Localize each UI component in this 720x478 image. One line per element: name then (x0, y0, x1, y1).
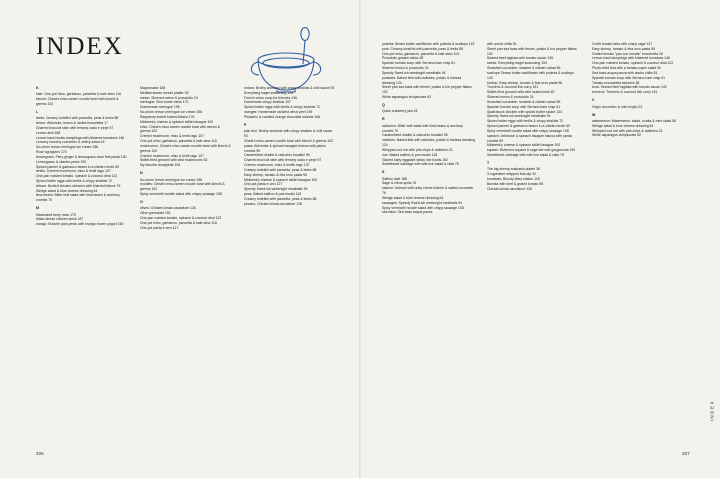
index-entry: French onion soup for frenzies 136 (244, 95, 298, 100)
index-entry: Speedy Swed-ish weeknight meatballs 94 (382, 70, 446, 75)
index-entry: Seared beef tagliata with tomato sauce 145 (487, 56, 554, 61)
index-entry: scallops: Brown butter cauliflower with polenta & scallops 143 (487, 70, 574, 80)
index-entry: Spiced butter eggs with lentils & crispy shallots 72 (244, 105, 321, 110)
index-entry: The big shrimp antipasto platter 36 (487, 167, 540, 172)
index-entry: Lemongrass & cilantro pesto 190 (36, 159, 87, 164)
index-entry: Chicken-kinda cacciatore 126 (487, 186, 533, 191)
index-entry: noodles: Cheat's miso-ramen noodle bowl with kimchi & greens 102 (140, 182, 225, 192)
index-entry: tomatoes: Bloody Mary station 118 (487, 177, 540, 181)
index-entry: Charred broccoli rabe with lemony cacio e pepe 57 (36, 125, 114, 130)
index-entry: miso: Cheat's miso-ramen noodle bowl with kimchi & greens 102 (140, 124, 221, 134)
index-entry: Spanish tomato soup with Serrano ham crisp 61 (592, 75, 666, 80)
index-entry: lettuce: Broiled chicken skewers with charred lettuce 76 (36, 183, 121, 188)
index-entry: Homemade meringue 196 (140, 105, 180, 110)
index-entry: Raspberry sorbet baked Alaska 176 (140, 114, 195, 119)
index-entry: Make-ahead chicken stock 187 (36, 217, 84, 222)
index-entry: One-pot miso, garbanzo, pancetta & kale stew 116 (382, 51, 459, 56)
index-entry: Smashed cucumber, sesame & cilantro salad 56 (487, 66, 561, 71)
index-entry: mango: Brioche pain perdu with mango frozen yogurt 160 (36, 222, 124, 227)
index-entry: Speedy Swed-ish weeknight meatballs 94 (244, 187, 308, 192)
index-entry: One-pot miso, garbanzo, pancetta & kale stew 116 (140, 139, 217, 144)
page-title: INDEX (36, 33, 124, 60)
index-entry: My favorite vinaigrette 194 (140, 163, 181, 168)
index-entry: Spicy vermicelli noodle salad with crispy sausage 108 (140, 192, 222, 197)
index-entry: Cremini mushroom, miso & lentil ragu 107 (140, 134, 204, 139)
index-entry: tuna: Seared beef tagliata with tomato sauce 140 (592, 85, 667, 90)
index-entry: pork: Creamy tortellini with pancetta, peas & leeks 88 (382, 46, 463, 51)
index-entry: Burrata with beet & grated tomato 55 (487, 181, 544, 186)
index-entry: kale: One-pot miso, garbanzo, pancetta & kale stew 116 (36, 92, 122, 97)
index-entry: Macerated berry miso 179 (36, 212, 76, 217)
index-entry: Lemon basil dumplings with blistered tomatoes 146 (592, 56, 670, 61)
index-entry: Spicy vermicelli noodle salad with crispy sausage 108 (487, 128, 569, 133)
index-entry: Spanish tomato soup with Serrano ham crisp 61 (382, 61, 456, 66)
index-column (244, 86, 335, 234)
index-entry: Spiced paneer & garbanzo beans in a cilantro broth 69 (36, 164, 120, 169)
index-entry: Skillet-fried gnocchi with wild mushrooms 62 (487, 90, 555, 95)
index-entry: Whipped cod roe with pita chips & radishes 23 (592, 128, 663, 133)
index-entry: Creamy tortellini with pancetta, peas & leeks 88 (244, 167, 317, 172)
right-page (360, 0, 720, 478)
index-entry: Grated tomato "pan con tomate" bruschetta 26 (592, 51, 663, 56)
index-entry: lima beans: Bitter leaf salad with lima beans & anchovy crumbs 70 (36, 193, 120, 203)
index-entry: Midweek'y cheese & spinach skillet lasagne 100 (487, 143, 561, 148)
index-entry: Caramelized shallot & radicchio bucatini 96 (382, 133, 448, 138)
index-entry: potatoes: Baked feta with radishes, potato & harissa dressing 124 (382, 75, 462, 85)
index-entry: Wedge salad & blue cheese dressing 64 (592, 123, 654, 128)
index-entry: Lemon basil ricotta dumplings with blistered tomatoes 146 (36, 135, 125, 140)
index-group (140, 200, 231, 230)
index-entry: Prosciutto grissini sticks 28 (382, 56, 424, 61)
index-entry: Everything bagel seasoning 193 (244, 90, 293, 95)
index-entry: watermelon: Watermelon, salad, ricotta & mint salad 56 (592, 118, 677, 123)
index-entry: One-pan roasted tomato, spinach & coconut dhal 122 (592, 61, 674, 66)
index-entry: kimchi: Cheat's miso-ramen noodle bowl with kimchi & greens 102 (36, 97, 119, 106)
left-columns (36, 86, 336, 234)
index-entry: Cremini mushroom, miso & lentil ragu 107 (140, 153, 204, 158)
index-column (382, 42, 475, 218)
index-entry: One-pan roasted tomato, spinach & coconut dhal 122 (140, 215, 222, 220)
index-entry: Lemony crunchy cucumber & celery salad 44 (36, 140, 105, 145)
index-entry: squash: Butternut squash & sage tart with gorgonzola 190 (487, 148, 576, 153)
index-group (36, 206, 127, 227)
index-entry: Creamy tortellini with pancetta, peas & leeks 88 (244, 196, 317, 201)
index-entry: Spatchcock chicken with spiced butter sauce 134 (487, 109, 562, 114)
index-group (382, 117, 475, 167)
index-entry: Virgin cucumber & mint mojito 23 (592, 104, 643, 109)
index-entry: 3-ingredient whipped feta dip 32 (487, 172, 536, 177)
index-letter: N (140, 171, 143, 176)
index-group (244, 86, 335, 120)
index-entry: Midweek'y cheese & spinach skillet lasagne 100 (140, 119, 214, 124)
index-letter: T (487, 161, 490, 166)
index-entry: Sage & citrus spritz 31 (382, 181, 417, 186)
index-entry: Sheet pan sea bass with fennel, potato & hot pepper flakes 132 (487, 46, 577, 56)
index-entry: Mayonnaise 188 (140, 86, 166, 90)
index-entry: peas: Baked saffron & pea risotto 118 (244, 192, 302, 197)
index-entry: Easy shrimp, tomato & feta orzo pasta 96 (592, 46, 655, 51)
side-tab-right: INDEX (709, 400, 714, 422)
index-group (244, 123, 335, 207)
index-entry: turmeric: Turmeric & coconut fish curry 151 (592, 90, 658, 95)
index-entry: Lemon aioli 188 (36, 130, 61, 135)
index-column (140, 86, 231, 234)
index-entry: No-churn lemon meringue ice cream 156 (140, 177, 203, 182)
index-entry: Sweetheart cabbage with wild rice salad & raita 78 (487, 153, 564, 158)
index-entry: Phyllo-fried feta with a tomato-caper salad 50 (592, 66, 661, 71)
index-group (487, 161, 580, 191)
index-group (140, 171, 231, 197)
index-entry: Midweek'y cheese & spinach skillet lasagne 100 (244, 177, 318, 182)
index-entry: No-churn lemon meringue ice cream 156 (36, 145, 99, 150)
index-entry: Spiced butter eggs with lentils & crispy shallots 72 (487, 119, 564, 124)
index-column (36, 86, 127, 234)
index-entry: salmon: Salmon with nutty crème fraîche & salted cucumber 76 (382, 186, 474, 196)
index-letter: S (382, 170, 385, 175)
index-entry: pak choi: Brothy wontons with crispy shallots & chili sauce 93 (244, 129, 333, 139)
index-entry: leeks: Creamy tortellini with pancetta, peas & leeks 88 (36, 116, 119, 121)
index-entry: oranges: Homemade candied citrus peel 199 (244, 110, 313, 115)
index-letter: O (140, 200, 143, 205)
index-entry: Quick cranberry jam 45 (382, 109, 418, 114)
index-letter: L (36, 109, 39, 114)
index-entry: Whipped cod roe with pita chips & radishes 23 (382, 147, 453, 152)
index-letter: V (592, 98, 595, 103)
bowl-with-spoon-illustration (243, 20, 329, 94)
index-entry: Smashed cucumber, sesame & cilantro salad 56 (487, 99, 561, 104)
index-entry: Pistachio & candied orange chocolate salame 166 (244, 114, 321, 119)
index-group (592, 42, 685, 95)
index-entry: Saffron aioli 188 (382, 176, 407, 181)
index-entry: meringue: Eton tower mess 173 (140, 100, 189, 105)
index-letter: W (592, 112, 596, 117)
page-gutter (359, 0, 361, 478)
index-entry: Charred broccoli rabe with lemony cacio e pepe 57 (244, 158, 322, 163)
index-entry: Spicy vermicelli noodle salad with crispy sausage 108 (382, 205, 464, 210)
index-entry: Spanish tomato soup with Serrano ham crisp 61 (487, 104, 561, 109)
index-entry: Wedge salad & blue cheese dressing 64 (36, 188, 98, 193)
index-entry: sea bass: Sea bass acqua pazza (382, 210, 433, 215)
right-columns (382, 42, 688, 218)
index-entry: Homemade crispy shallots 197 (244, 100, 291, 105)
index-entry: One-pot pasta e ceci 127 (244, 182, 283, 187)
index-entry: White asparagus vichyssoise 62 (592, 133, 642, 138)
index-letter: P (244, 122, 247, 127)
index-entry: Olive gremolata 191 (140, 211, 171, 216)
index-entry: One-pot pasta e ceci 127 (140, 225, 179, 230)
index-group (382, 103, 475, 114)
index-entry: pasta: Artichoke & spinach lasagne bianca with panko crumbs 99 (244, 143, 326, 153)
index-letter: M (36, 206, 40, 211)
index-entry: Glazed baby eggplant sticky rice bowls 152 (382, 157, 448, 162)
index-entry: onions: Brothy wontons with crispy shallots & chili sauce 93 (244, 86, 335, 90)
index-entry: polenta: Brown butter cauliflower with polenta & scallops 143 (382, 42, 475, 46)
page-number-right: 307 (682, 451, 690, 456)
index-group (487, 42, 580, 158)
index-entry: Speedy Swed-ish weeknight meatballs 94 (487, 114, 551, 119)
index-entry: Confit tomato tarts with crispy sage 137 (592, 42, 653, 46)
index-group (592, 98, 685, 109)
index-letter: Q (382, 103, 385, 108)
index-group (382, 42, 475, 100)
index-entry: seeds: Everything bagel seasoning 193 (487, 61, 547, 66)
index-entry: Mediterranean mezze platter 39 (140, 90, 189, 95)
index-entry: lemon: Artichoke, lemon & ricotta bruschetta 17 (36, 121, 108, 126)
index-entry: Sweetheart cabbage with wild rice salad & raita 78 (382, 162, 459, 167)
index-entry: sausages: Speedy Swed-ish weeknight meatballs 94 (382, 200, 463, 205)
index-entry: Spiced paneer & garbanzo beans in a cilantro broth 69 (487, 124, 571, 129)
index-entry: One-pan roasted tomato, spinach & coconut dhal 122 (36, 174, 118, 179)
index-entry: lemongrass: Fiery ginger & lemongrass clam fest pasta 130 (36, 154, 127, 159)
index-entry: Sheet pan sea bass with fennel, potato & hot pepper flakes 132 (382, 85, 472, 95)
index-entry: Cheat's miso-ramen noodle bowl with kimchi & greens 102 (244, 138, 334, 143)
index-entry: Rosé sgroppino 174 (36, 150, 67, 155)
index-letter: R (382, 117, 385, 122)
index-group (36, 110, 127, 203)
index-entry: Skillet-fried gnocchi with wild mushrooms 62 (140, 158, 208, 163)
page-number-left: 306 (36, 451, 44, 456)
index-entry: shrimp: Easy shrimp, tomato & feta orzo pasta 96 (487, 80, 563, 85)
index-entry: lentils: Cremini mushroom, miso & lentil ragu 107 (36, 169, 111, 174)
index-entry: Wedge salad & blue cheese dressing 64 (382, 195, 444, 200)
index-entry: mushrooms: Cheat's miso-ramen noodle bowl with kimchi & greens 102 (140, 143, 231, 153)
index-group (36, 86, 127, 107)
index-group (592, 113, 685, 139)
index-entry: Caramelized shallot & radicchio bucatini 96 (244, 153, 310, 158)
index-entry: Sea bass acqua pazza with ancho chilis 81 (592, 70, 658, 75)
index-entry: pecans: Chicken-kinda cacciatore 126 (244, 201, 303, 206)
index-entry: Turmeric & coconut fish curry 151 (487, 85, 539, 90)
index-entry: Cremini mushroom, miso & lentils ragu 107 (244, 163, 310, 168)
index-entry: melon: Slivered melon & prosciutto 24 (140, 95, 198, 100)
index-entry: One-pot miso, garbanzo, pancetta & kale stew 116 (140, 220, 217, 225)
index-column (592, 42, 685, 218)
index-entry: Tomato-mozzarella skewers 38 (592, 80, 640, 85)
index-letter: K (36, 86, 39, 90)
index-entry: Spiced butter eggs with lentils & crispy shallots 72 (36, 179, 113, 183)
index-entry: olives: Chicken-kinda cacciatore 126 (140, 206, 196, 211)
index-entry: Slivered melon & prosciutto 24 (487, 95, 534, 100)
index-entry: No-churn lemon meringue ice cream 156 (140, 110, 203, 115)
index-entry: with ancho chilis 81 (487, 42, 517, 46)
index-entry: White asparagus vichyssoise 62 (382, 95, 432, 100)
index-entry: spinach: Artichoke & spinach lasagne bianca with panko crumbs 99 (487, 133, 573, 143)
index-entry: radicchio: Bitter leaf salad with lima beans & anchovy crumbs 70 (382, 123, 463, 133)
index-group (382, 170, 475, 215)
index-group (140, 86, 231, 168)
index-entry: rice: Baked saffron & pea risotto 118 (382, 152, 438, 157)
index-entry: radishes: Baked feta with radishes, potato & harissa dressing 124 (382, 138, 476, 148)
index-column (487, 42, 580, 218)
index-entry: Slivered melon & prosciutto 24 (382, 66, 429, 71)
index-entry: Easy shrimp, tomato & feta orzo pasta 96 (244, 172, 307, 177)
